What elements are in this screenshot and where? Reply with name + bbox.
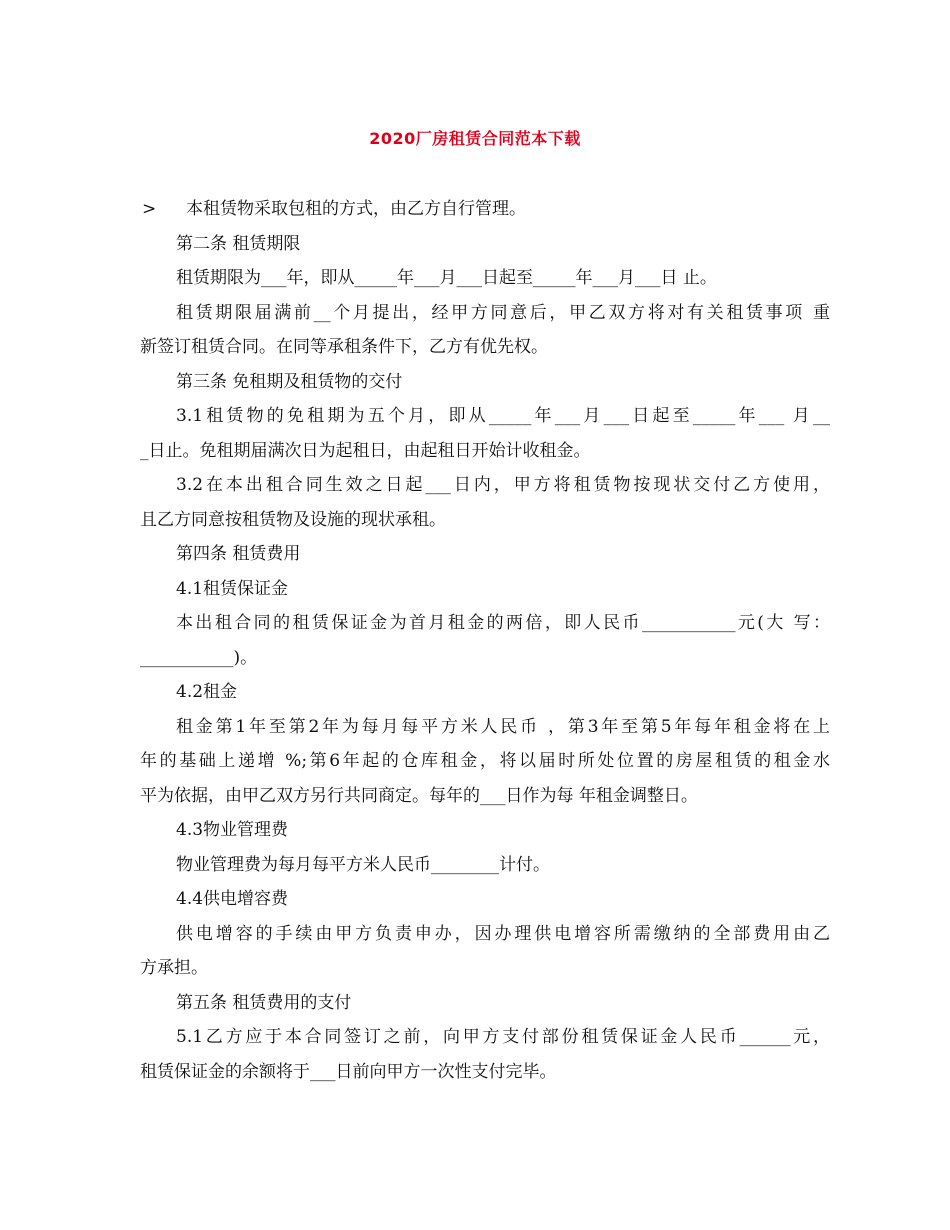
section-heading-3: 第三条 免租期及租赁物的交付 bbox=[176, 371, 403, 392]
paragraph-line: 且乙方同意按租赁物及设施的现状承租。 bbox=[140, 509, 446, 530]
paragraph-line: 租赁保证金的余额将于___日前向甲方一次性支付完毕。 bbox=[140, 1061, 557, 1082]
paragraph-line: 3.1租赁物的免租期为五个月，即从_____年___月___日起至_____年___ 月__ bbox=[176, 406, 830, 426]
paragraph-line: 平为依据，由甲乙双方另行共同商定。每年的___日作为每 年租金调整日。 bbox=[140, 785, 698, 806]
bullet-paragraph bbox=[140, 192, 830, 227]
subsection-heading: 4.4供电增容费 bbox=[176, 889, 289, 909]
section-heading-4: 第四条 租赁费用 bbox=[176, 544, 301, 564]
paragraph-line: 租赁期限为___年，即从_____年___月___日起至_____年___月___日 止。 bbox=[176, 268, 717, 288]
paragraph-line: 租赁期限届满前__个月提出，经甲方同意后，甲乙双方将对有关租赁事项 重 bbox=[176, 302, 830, 323]
subsection-heading: 4.2租金 bbox=[176, 682, 238, 702]
subsection-heading: 4.3物业管理费 bbox=[176, 820, 289, 840]
section-heading-5: 第五条 租赁费用的支付 bbox=[176, 992, 352, 1013]
page-title: 2020厂房租赁合同范本下载 bbox=[369, 129, 581, 148]
paragraph-line: 租金第1年至第2年为每月每平方米人民币 ，第3年至第5年每年租金将在上 bbox=[176, 716, 830, 737]
subsection-heading: 4.1租赁保证金 bbox=[176, 578, 289, 599]
document-body bbox=[140, 192, 830, 1089]
paragraph-text: 本租赁物采取包租的方式，由乙方自行管理。 bbox=[186, 199, 526, 219]
paragraph-line: 供电增容的手续由甲方负责申办，因办理供电增容所需缴纳的全部费用由乙 bbox=[176, 923, 830, 944]
paragraph-line: 方承担。 bbox=[140, 958, 208, 978]
paragraph-line: 年的基础上递增 %;第6年起的仓库租金，将以届时所处位置的房屋租赁的租金水 bbox=[140, 751, 830, 771]
paragraph-line: _日止。免租期届满次日为起租日，由起租日开始计收租金。 bbox=[140, 440, 591, 461]
paragraph-line: 物业管理费为每月每平方米人民币________计付。 bbox=[176, 854, 550, 875]
paragraph-line: 3.2在本出租合同生效之日起___日内，甲方将租赁物按现状交付乙方使用， bbox=[176, 475, 830, 495]
bullet-marker-icon: > bbox=[142, 199, 157, 219]
section-heading-2: 第二条 租赁期限 bbox=[176, 233, 301, 254]
paragraph-line: 本出租合同的租赁保证金为首月租金的两倍，即人民币___________元(大 写： bbox=[176, 613, 830, 633]
paragraph-line: ___________)。 bbox=[140, 647, 258, 668]
paragraph-line: 新签订租赁合同。在同等承租条件下，乙方有优先权。 bbox=[140, 337, 548, 357]
paragraph-line: 5.1乙方应于本合同签订之前，向甲方支付部份租赁保证金人民币______元， bbox=[176, 1027, 830, 1047]
